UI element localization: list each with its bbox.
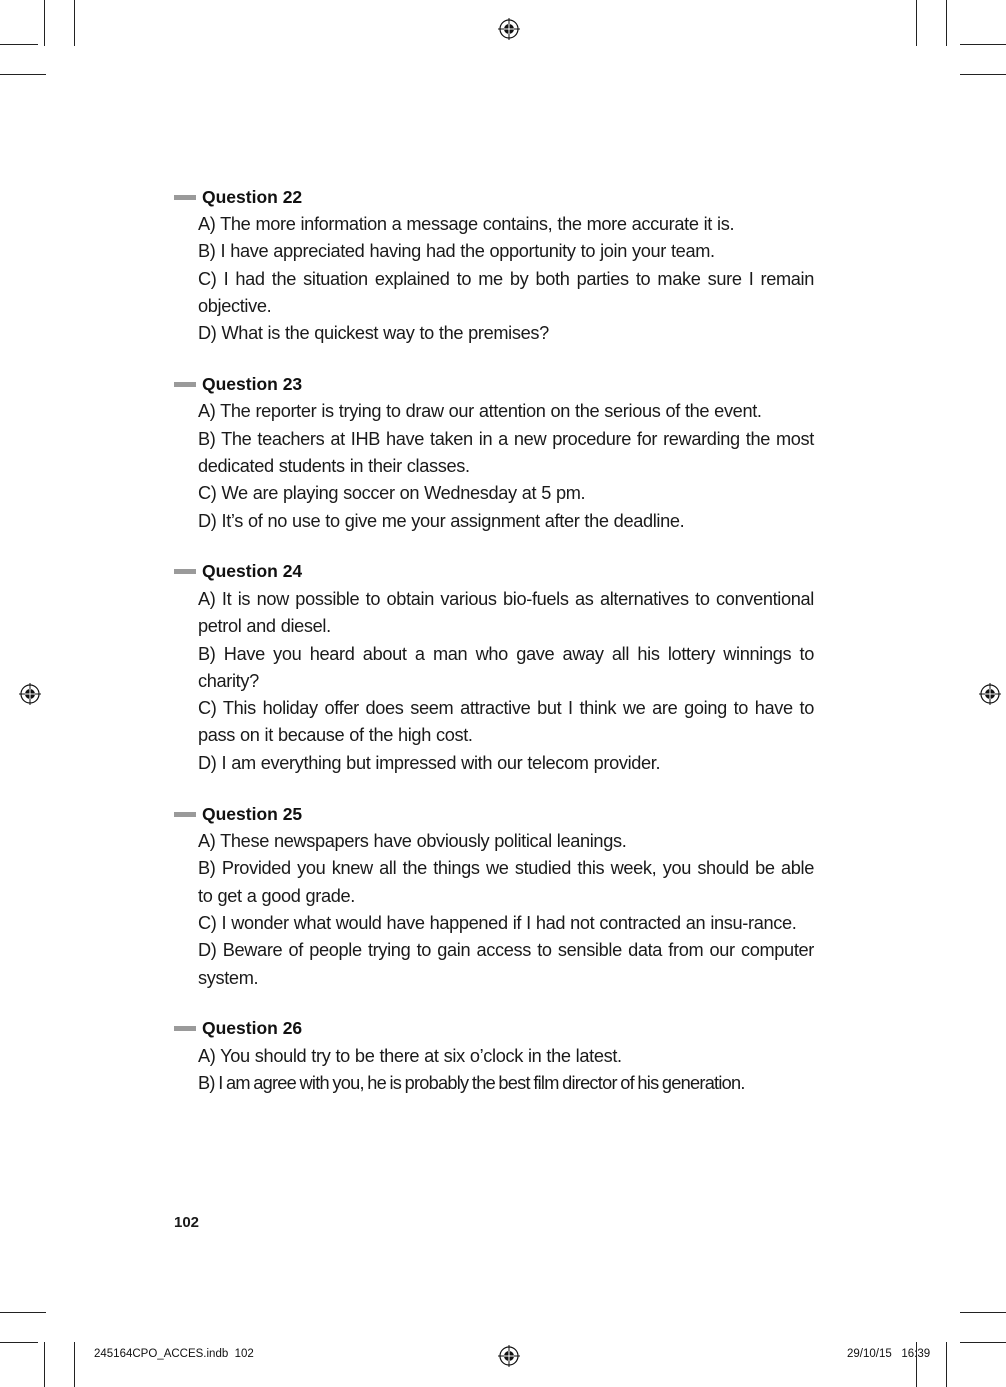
crop-mark bbox=[0, 1312, 46, 1313]
option-d: D) Beware of people trying to gain access to sensible data from our computer system. bbox=[198, 940, 814, 988]
option-a: A) The reporter is trying to draw our attention on the serious of the event. bbox=[198, 401, 762, 422]
question-heading bbox=[174, 370, 814, 398]
crop-mark bbox=[960, 74, 1006, 75]
option-d: D) It’s of no use to give me your assignment after the deadline. bbox=[198, 510, 685, 531]
crop-mark bbox=[44, 1342, 45, 1387]
registration-mark-icon bbox=[498, 1345, 520, 1367]
question-24 bbox=[174, 558, 814, 777]
question-22 bbox=[174, 183, 814, 347]
question-23 bbox=[174, 370, 814, 534]
option-c: C) This holiday offer does seem attractive but I think we are going to have to pass on it because of the high cost. bbox=[198, 698, 814, 746]
crop-mark bbox=[960, 1312, 1006, 1313]
crop-mark bbox=[0, 74, 46, 75]
option-c: C) I had the situation explained to me by both parties to make sure I remain objective. bbox=[198, 268, 814, 316]
heading-bar-icon bbox=[174, 1026, 196, 1031]
footer-time: 16:39 bbox=[901, 1348, 931, 1360]
question-title: Question 22 bbox=[202, 186, 303, 207]
footer-timestamp bbox=[847, 1348, 930, 1360]
heading-bar-icon bbox=[174, 812, 196, 817]
option-a: A) You should try to be there at six o’clock in the latest. bbox=[198, 1045, 622, 1066]
heading-bar-icon bbox=[174, 195, 196, 200]
option-d: D) I am everything but impressed with our telecom provider. bbox=[198, 752, 661, 773]
crop-mark bbox=[916, 0, 917, 46]
footer-date: 29/10/15 bbox=[847, 1348, 892, 1360]
question-25 bbox=[174, 800, 814, 992]
option-b: B) The teachers at IHB have taken in a new procedure for rewarding the most dedicated students in their classes. bbox=[198, 428, 814, 477]
question-heading bbox=[174, 183, 814, 211]
question-list bbox=[174, 183, 814, 1120]
registration-mark-icon bbox=[19, 683, 41, 705]
question-heading bbox=[174, 1015, 814, 1043]
question-title: Question 24 bbox=[202, 561, 303, 582]
crop-mark bbox=[960, 44, 1006, 45]
question-26 bbox=[174, 1015, 814, 1098]
registration-mark-icon bbox=[498, 18, 520, 40]
option-d: D) What is the quickest way to the premises? bbox=[198, 323, 549, 344]
option-c: C) I wonder what would have happened if I had not contracted an insu-rance. bbox=[198, 912, 797, 933]
footer-file-name: 245164CPO_ACCES.indb bbox=[94, 1348, 229, 1360]
option-b: B) I am agree with you, he is probably the best film director of his generation. bbox=[198, 1073, 745, 1094]
page-number: 102 bbox=[174, 1214, 200, 1231]
crop-mark bbox=[44, 0, 45, 46]
question-title: Question 26 bbox=[202, 1018, 303, 1039]
question-heading bbox=[174, 558, 814, 586]
question-title: Question 25 bbox=[202, 803, 303, 824]
option-a: A) The more information a message contains, the more accurate it is. bbox=[198, 214, 735, 234]
question-heading bbox=[174, 800, 814, 828]
crop-mark bbox=[74, 0, 75, 46]
crop-mark bbox=[0, 44, 38, 45]
footer-file-page: 102 bbox=[234, 1348, 254, 1360]
option-b: B) Have you heard about a man who gave away all his lottery winnings to charity? bbox=[198, 643, 814, 691]
heading-bar-icon bbox=[174, 569, 196, 574]
question-title: Question 23 bbox=[202, 373, 303, 394]
registration-mark-icon bbox=[979, 683, 1001, 705]
crop-mark bbox=[946, 0, 947, 46]
option-b: B) I have appreciated having had the opportunity to join your team. bbox=[198, 241, 715, 262]
heading-bar-icon bbox=[174, 382, 196, 387]
crop-mark bbox=[74, 1342, 75, 1387]
footer-file-info bbox=[94, 1348, 254, 1360]
option-a: A) It is now possible to obtain various bio-fuels as alternatives to conventional petrol and diesel. bbox=[198, 588, 814, 637]
crop-mark bbox=[0, 1342, 38, 1343]
crop-mark bbox=[960, 1342, 1006, 1343]
option-a: A) These newspapers have obviously political leanings. bbox=[198, 831, 627, 852]
option-b: B) Provided you knew all the things we studied this week, you should be able to get a good grade. bbox=[198, 858, 814, 906]
option-c: C) We are playing soccer on Wednesday at 5 pm. bbox=[198, 483, 586, 504]
crop-mark bbox=[946, 1342, 947, 1387]
